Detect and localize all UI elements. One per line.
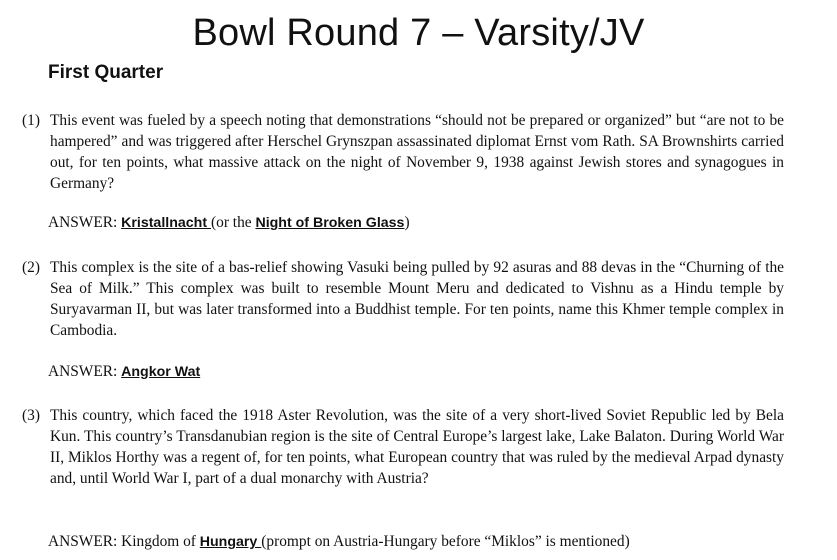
question-text: This event was fueled by a speech noting that demonstrations “should not be prepared or organized” but “are not to be hampered” and was triggered after Herschel Grynszpan assassinated diplomat Ernst vom Rath. SA Brownshirts carried out, for ten points, what massive attack on the night of November 9, 1938 against Jewish stores and synagogues in Germany?	[50, 112, 784, 192]
answer-key: Angkor Wat	[121, 364, 201, 380]
question-number: (2)	[22, 259, 40, 276]
question-number: (1)	[22, 112, 40, 129]
answer-key: Kristallnacht	[121, 215, 211, 231]
answer-prefix: ANSWER:	[48, 214, 122, 231]
answer-2	[48, 361, 200, 383]
question-2	[22, 257, 784, 341]
document-title: Bowl Round 7 – Varsity/JV	[192, 12, 645, 54]
answer-prefix: ANSWER:	[48, 363, 122, 380]
answer-suffix: )	[404, 214, 410, 231]
section-heading: First Quarter	[48, 62, 164, 83]
question-text: This complex is the site of a bas-relief showing Vasuki being pulled by 92 asuras and 88 devas in the “Churning of the Sea of Milk.” This complex was built to resemble Mount Meru and dedicated to Vishnu as a Hindu temple by Suryavarman II, but was later transformed into a Buddhist temple. For ten points, name this Khmer temple complex in Cambodia.	[50, 259, 784, 339]
answer-1	[48, 212, 410, 234]
answer-key: Hungary	[199, 534, 262, 550]
answer-3	[48, 531, 630, 553]
question-3	[22, 405, 784, 489]
question-number: (3)	[22, 407, 40, 424]
answer-suffix: (prompt on Austria-Hungary before “Miklos” is mentioned)	[261, 533, 630, 550]
answer-key-alt: Night of Broken Glass	[255, 215, 405, 231]
answer-prefix: ANSWER: Kingdom of	[48, 533, 200, 550]
question-1	[22, 110, 784, 194]
question-text: This country, which faced the 1918 Aster Revolution, was the site of a very short-lived Soviet Republic led by Bela Kun. This country’s Transdanubian region is the site of Central Europe’s largest lake, Lake Balaton. During World War II, Miklos Horthy was a regent of, for ten points, what European country that was ruled by the medieval Arpad dynasty and, until World War I, part of a dual monarchy with Austria?	[50, 407, 784, 487]
answer-mid: (or the	[211, 214, 256, 231]
